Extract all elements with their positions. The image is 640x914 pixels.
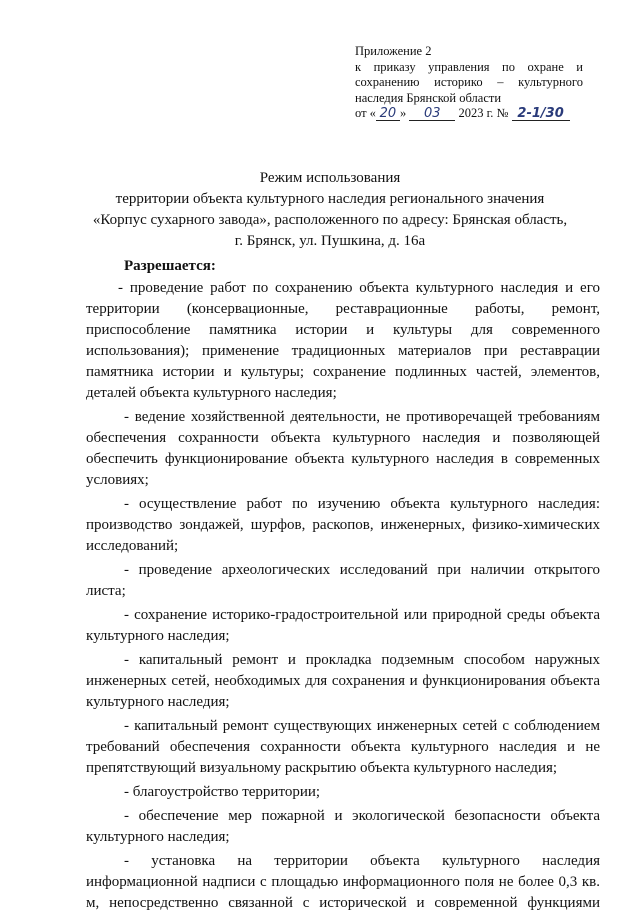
list-item: - ведение хозяйственной деятельности, не противоречащей требованиям обеспечения сохранности объекта культурного наследия и позволяющей обеспечить функционирование объекта культурного наследия в современных условиях; — [86, 409, 600, 488]
title-line-2: территории объекта культурного наследия регионального значения — [115, 191, 545, 207]
handwritten-order-number: 2-1/30 — [512, 107, 570, 121]
list-item: - благоустройство территории; — [124, 784, 321, 800]
handwritten-month: 03 — [409, 107, 455, 121]
title-line-3: «Корпус сухарного завода», расположенного по адресу: Брянская область, — [92, 212, 568, 228]
list-item: - сохранение историко-градостроительной или природной среды объекта культурного наследия; — [86, 607, 600, 644]
list-item: - капитальный ремонт существующих инженерных сетей с соблюдением требований обеспечения сохранности объекта культурного наследия и не препятствующий визуальному раскрытию объекта культурного наследия; — [86, 718, 600, 776]
appendix-label: Приложение 2 — [355, 44, 432, 58]
list-item: - проведение работ по сохранению объекта культурного наследия и его территории (консервационные, реставрационные работы, ремонт, приспособление памятника истории и культуры для современного использования); применение традиционных материалов при реставрации памятника истории и культуры; сохранение подлинных частей, элементов, деталей объекта культурного наследия; — [86, 280, 600, 401]
allowed-heading: Разрешается: — [124, 258, 216, 274]
document-body — [86, 256, 600, 914]
date-prefix: от « — [355, 106, 376, 120]
document-title — [60, 168, 600, 252]
appendix-order-line: к приказу управления по охране и — [355, 59, 583, 74]
appendix-region-line: наследия Брянской области — [355, 90, 502, 105]
list-item: - капитальный ремонт и прокладка подземным способом наружных инженерных сетей, необходимых для сохранения и функционирования объекта культурного наследия; — [86, 652, 600, 710]
list-item: - установка на территории объекта культурного наследия информационной надписи с площадью информационного поля не более 0,3 кв. м, непосредственно связанной с исторической и современной функциями — [86, 853, 600, 911]
date-mid: » — [399, 106, 407, 120]
title-line-1: Режим использования — [259, 170, 401, 186]
appendix-header — [355, 44, 583, 122]
list-item: - проведение археологических исследований при наличии открытого листа; — [86, 562, 600, 599]
list-item: - осуществление работ по изучению объекта культурного наследия: производство зондажей, шурфов, раскопов, инженерных, физико-химических исследований; — [86, 496, 600, 554]
appendix-date-line — [355, 106, 583, 122]
list-item: - обеспечение мер пожарной и экологической безопасности объекта культурного наследия; — [86, 808, 600, 845]
date-year: 2023 г. № — [458, 106, 509, 120]
title-line-4: г. Брянск, ул. Пушкина, д. 16а — [234, 233, 426, 249]
handwritten-day: 20 — [376, 107, 400, 121]
appendix-department-line: сохранению историко – культурного — [355, 75, 583, 89]
